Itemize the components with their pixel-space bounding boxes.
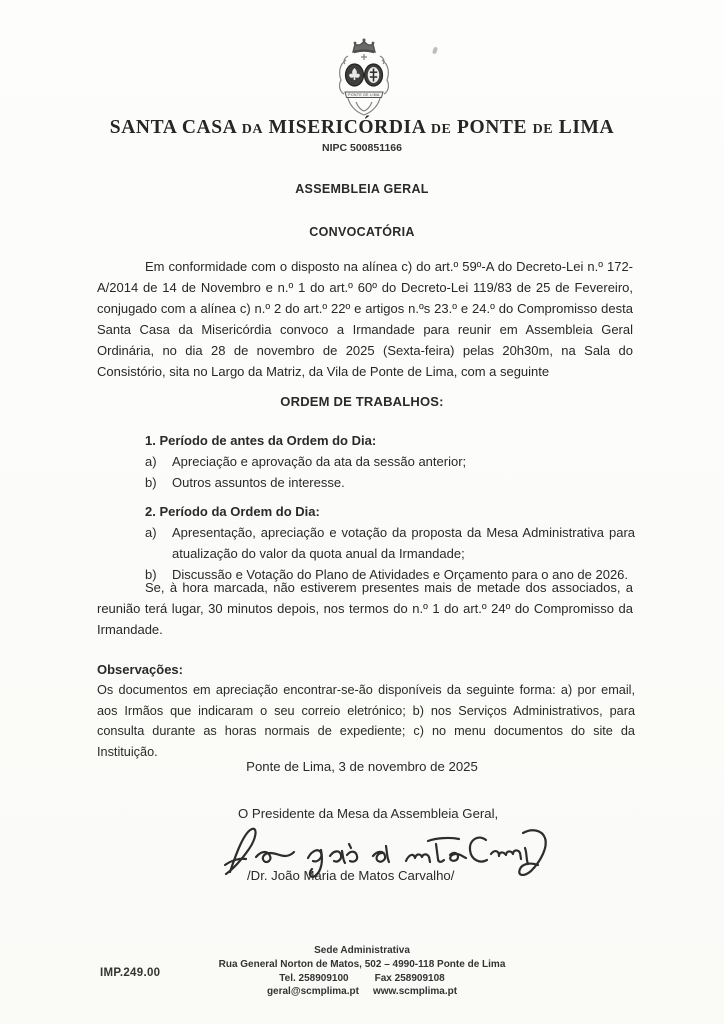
signatory-name: /Dr. João Maria de Matos Carvalho/	[247, 868, 455, 883]
footer-web-line	[0, 985, 724, 999]
agenda-section-2-heading: 2. Período da Ordem do Dia:	[145, 504, 320, 519]
item-label: a)	[145, 454, 157, 469]
agenda-item	[145, 472, 635, 493]
item-text: Apreciação e aprovação da ata da sessão anterior;	[172, 454, 467, 469]
footer-dept: Sede Administrativa	[314, 945, 410, 956]
svg-text:PONTE DE LIMA: PONTE DE LIMA	[348, 93, 380, 97]
intro-paragraph: Em conformidade com o disposto na alínea c) do art.º 59º-A do Decreto-Lei n.º 172-A/2014 de 14 de Novembro e n.º 1 do art.º 60º do Decreto-Lei 119/83 de 25 de Fevereiro, conjugado com a alínea c) n.º 2 do art.º 22º e artigos n.ºs 23.º e 24.º do Compromisso desta Santa Casa da Misericórdia convoco a Irmandade para reunir em Assembleia Geral Ordinária, no dia 28 de novembro de 2025 (Sexta-feira) pelas 20h30m, na Sala do Consistório, sita no Largo da Matriz, da Vila de Ponte de Lima, com a seguinte	[97, 259, 633, 379]
footer-email: geral@scmplima.pt	[266, 986, 359, 998]
heading-assembleia-geral: ASSEMBLEIA GERAL	[295, 182, 429, 196]
agenda-item	[145, 522, 635, 564]
footer-website: www.scmplima.pt	[372, 986, 458, 998]
footer-fax: Fax 258909108	[374, 972, 445, 984]
observations-section	[97, 659, 635, 762]
item-text: Outros assuntos de interesse.	[172, 475, 345, 490]
item-label: b)	[145, 475, 157, 490]
item-label: a)	[145, 525, 157, 540]
quorum-paragraph: Se, à hora marcada, não estiverem presentes mais de metade dos associados, a reunião terá lugar, 30 minutos depois, nos termos do n.º 1 do art.º 24º do Compromisso da Irmandade.	[97, 580, 633, 637]
agenda-item	[145, 451, 635, 472]
heading-convocatoria: CONVOCATÓRIA	[309, 225, 415, 239]
observations-text: Os documentos em apreciação encontrar-se-ão disponíveis da seguinte forma: a) por email, aos Irmãos que indicaram o seu correio eletrónico; b) nos Serviços Administrativos, para consulta durante as horas normais de expediente; c) no menu documentos do site da Instituição.	[97, 683, 635, 759]
footer-tel: Tel. 258909100	[279, 972, 349, 984]
agenda-section-1-heading: 1. Período de antes da Ordem do Dia:	[145, 433, 377, 448]
item-text: Discussão e Votação do Plano de Atividades e Orçamento para o ano de 2026.	[172, 567, 629, 582]
signatory-role: O Presidente da Mesa da Assembleia Geral,	[238, 806, 499, 821]
item-label: b)	[145, 567, 157, 582]
org-nipc: NIPC 500851166	[322, 142, 402, 154]
org-name: SANTA CASA da MISERICÓRDIA de PONTE de LIMA	[109, 117, 615, 138]
footer-address: Rua General Norton de Matos, 502 – 4990-118 Ponte de Lima	[218, 958, 506, 970]
coat-of-arms-icon	[334, 36, 394, 122]
item-text: Apresentação, apreciação e votação da proposta da Mesa Administrativa para atualização do valor da quota anual da Irmandade;	[172, 525, 635, 561]
observations-heading: Observações:	[97, 662, 183, 677]
agenda-title: ORDEM DE TRABALHOS:	[280, 394, 444, 409]
dateline: Ponte de Lima, 3 de novembro de 2025	[246, 759, 478, 774]
scan-artifact	[432, 47, 438, 55]
form-code: IMP.249.00	[100, 967, 161, 979]
agenda-list	[145, 430, 635, 585]
